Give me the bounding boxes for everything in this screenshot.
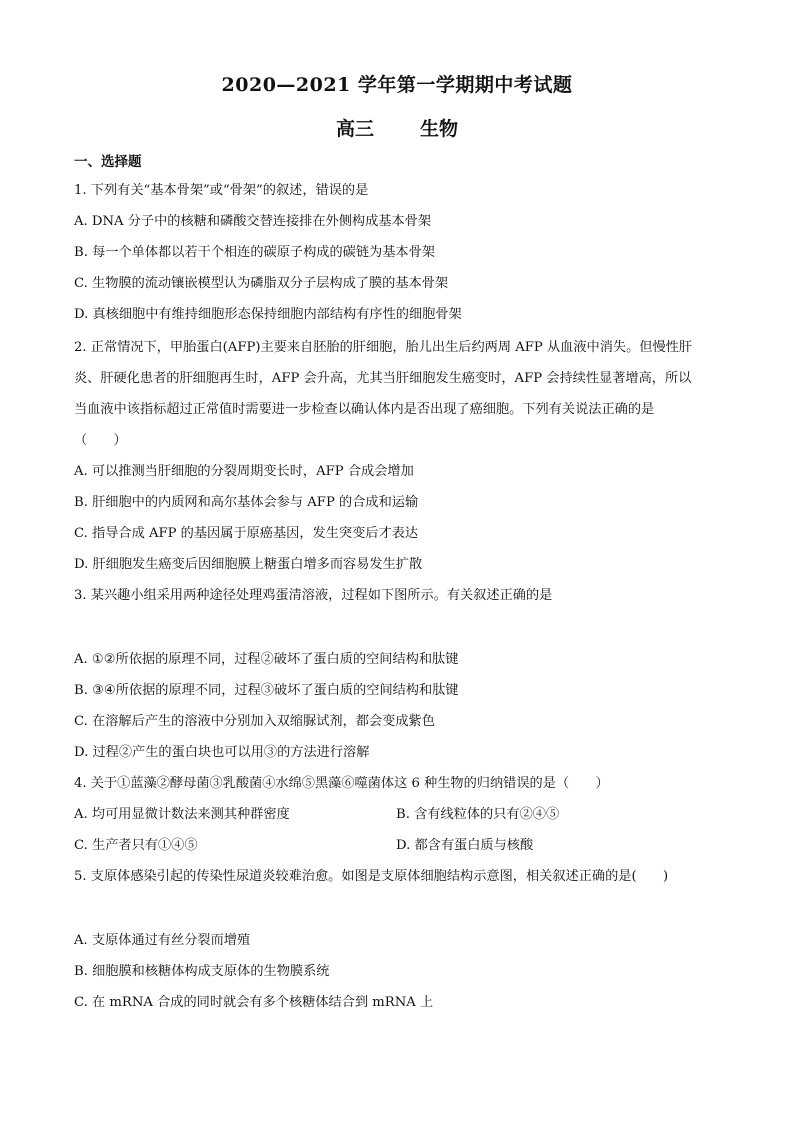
q4-stem: 4. 关于①蓝藻②酵母菌③乳酸菌④水绵⑤黑藻⑥噬菌体这 6 种生物的归纳错误的是（ ） xyxy=(74,776,609,791)
exam-subtitle xyxy=(0,114,794,141)
q1-option-d: D. 真核细胞中有维持细胞形态保持细胞内部结构有序性的细胞骨架 xyxy=(74,307,462,322)
section-title: 一、选择题 xyxy=(74,154,142,170)
exam-title: 2020—2021 学年第一学期期中考试题 xyxy=(221,74,573,96)
q1-option-b: B. 每一个单体都以若干个相连的碳原子构成的碳链为基本骨架 xyxy=(74,245,435,260)
q2-option-a: A. 可以推测当肝细胞的分裂周期变长时，AFP 合成会增加 xyxy=(74,464,414,479)
q3-stem: 3. 某兴趣小组采用两种途径处理鸡蛋清溶液，过程如下图所示。有关叙述正确的是 xyxy=(74,588,553,603)
q1-option-c: C. 生物膜的流动镶嵌模型认为磷脂双分子层构成了膜的基本骨架 xyxy=(74,276,449,291)
q2-stem-line3: 当血液中该指标超过正常值时需要进一步检查以确认体内是否出现了癌细胞。下列有关说法正确的是 xyxy=(74,402,655,417)
q4-option-b: B. 含有线粒体的只有②④⑤ xyxy=(396,807,560,822)
q2-answer-blank: （ ） xyxy=(74,433,127,448)
subject-label: 生物 xyxy=(420,118,459,140)
q2-option-c: C. 指导合成 AFP 的基因属于原癌基因，发生突变后才表达 xyxy=(74,526,419,541)
q4-option-c: C. 生产者只有①④⑤ xyxy=(74,838,198,853)
q3-option-b: B. ③④所依据的原理不同，过程③破坏了蛋白质的空间结构和肽键 xyxy=(74,683,459,698)
q3-option-c: C. 在溶解后产生的溶液中分别加入双缩脲试剂，都会变成紫色 xyxy=(74,714,435,729)
q2-option-b: B. 肝细胞中的内质网和高尔基体会参与 AFP 的合成和运输 xyxy=(74,495,419,510)
q2-stem-line1: 2. 正常情况下，甲胎蛋白(AFP)主要来自胚胎的肝细胞，胎儿出生后约两周 AFP 从血液中消失。但慢性肝 xyxy=(74,340,693,355)
q4-option-a: A. 均可用显微计数法来测其种群密度 xyxy=(74,807,290,822)
q5-stem: 5. 支原体感染引起的传染性尿道炎较难治愈。如图是支原体细胞结构示意图，相关叙述正确的是( ) xyxy=(74,869,669,884)
q3-option-a: A. ①②所依据的原理不同，过程②破坏了蛋白质的空间结构和肽键 xyxy=(74,652,459,667)
q3-option-d: D. 过程②产生的蛋白块也可以用③的方法进行溶解 xyxy=(74,745,370,760)
q1-option-a: A. DNA 分子中的核糖和磷酸交替连接排在外侧构成基本骨架 xyxy=(74,214,432,229)
q5-option-c: C. 在 mRNA 合成的同时就会有多个核糖体结合到 mRNA 上 xyxy=(74,995,434,1010)
grade-label: 高三 xyxy=(335,118,374,140)
q2-option-d: D. 肝细胞发生癌变后因细胞膜上糖蛋白增多而容易发生扩散 xyxy=(74,557,423,572)
q5-option-b: B. 细胞膜和核糖体构成支原体的生物膜系统 xyxy=(74,964,330,979)
q1-stem: 1. 下列有关“基本骨架”或“骨架”的叙述，错误的是 xyxy=(74,183,369,198)
q5-option-a: A. 支原体通过有丝分裂而增殖 xyxy=(74,933,251,948)
q4-option-d: D. 都含有蛋白质与核酸 xyxy=(396,838,534,853)
q2-stem-line2: 炎、肝硬化患者的肝细胞再生时，AFP 会升高，尤其当肝细胞发生癌变时，AFP 会持续性显著增高，所以 xyxy=(74,371,692,386)
